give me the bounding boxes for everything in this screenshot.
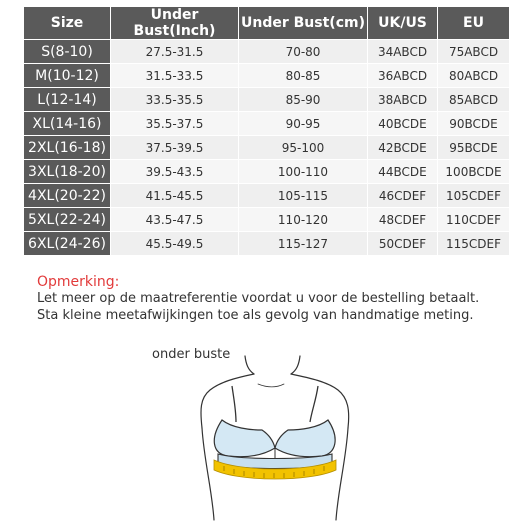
under-bust-cm-cell: 80-85: [239, 64, 368, 88]
under-bust-inch-cell: 43.5-47.5: [111, 208, 239, 232]
diagram-label-under-bust: onder buste: [152, 347, 231, 362]
size-cell: S(8-10): [24, 40, 111, 64]
under-bust-cm-cell: 85-90: [239, 88, 368, 112]
size-cell: 3XL(18-20): [24, 160, 111, 184]
table-row: [24, 88, 510, 112]
note-line-2: Sta kleine meetafwijkingen toe als gevolg van handmatige meting.: [37, 308, 474, 323]
under-bust-inch-cell: 33.5-35.5: [111, 88, 239, 112]
size-cell: 4XL(20-22): [24, 184, 111, 208]
note-line-1: Let meer op de maatreferentie voordat u voor de bestelling betaalt.: [37, 291, 480, 306]
under-bust-inch-cell: 27.5-31.5: [111, 40, 239, 64]
table-row: [24, 64, 510, 88]
size-cell: 2XL(16-18): [24, 136, 111, 160]
table-row: [24, 184, 510, 208]
table-row: [24, 40, 510, 64]
uk-us-cell: 36ABCD: [368, 64, 438, 88]
eu-cell: 95BCDE: [438, 136, 510, 160]
under-bust-cm-cell: 105-115: [239, 184, 368, 208]
size-cell: M(10-12): [24, 64, 111, 88]
note-title: Opmerking:: [37, 274, 120, 290]
under-bust-cm-cell: 90-95: [239, 112, 368, 136]
table-header-row: [24, 7, 510, 40]
table-row: [24, 232, 510, 256]
size-cell: XL(14-16): [24, 112, 111, 136]
under-bust-inch-cell: 31.5-33.5: [111, 64, 239, 88]
header-eu: EU: [438, 7, 510, 40]
eu-cell: 115CDEF: [438, 232, 510, 256]
header-uk-us: UK/US: [368, 7, 438, 40]
bra-measurement-illustration: [150, 350, 370, 525]
uk-us-cell: 48CDEF: [368, 208, 438, 232]
under-bust-cm-cell: 70-80: [239, 40, 368, 64]
header-under-bust-cm: Under Bust(cm): [239, 7, 368, 40]
uk-us-cell: 44BCDE: [368, 160, 438, 184]
header-size: Size: [24, 7, 111, 40]
table-row: [24, 160, 510, 184]
under-bust-inch-cell: 35.5-37.5: [111, 112, 239, 136]
under-bust-inch-cell: 37.5-39.5: [111, 136, 239, 160]
eu-cell: 110CDEF: [438, 208, 510, 232]
header-under-bust-inch: Under Bust(Inch): [111, 7, 239, 40]
eu-cell: 90BCDE: [438, 112, 510, 136]
eu-cell: 85ABCD: [438, 88, 510, 112]
uk-us-cell: 38ABCD: [368, 88, 438, 112]
eu-cell: 105CDEF: [438, 184, 510, 208]
table-row: [24, 208, 510, 232]
under-bust-inch-cell: 41.5-45.5: [111, 184, 239, 208]
table-row: [24, 136, 510, 160]
uk-us-cell: 46CDEF: [368, 184, 438, 208]
under-bust-cm-cell: 110-120: [239, 208, 368, 232]
under-bust-cm-cell: 95-100: [239, 136, 368, 160]
under-bust-cm-cell: 100-110: [239, 160, 368, 184]
size-cell: 5XL(22-24): [24, 208, 111, 232]
uk-us-cell: 40BCDE: [368, 112, 438, 136]
size-chart-table: [23, 6, 510, 256]
uk-us-cell: 50CDEF: [368, 232, 438, 256]
under-bust-inch-cell: 39.5-43.5: [111, 160, 239, 184]
table-row: [24, 112, 510, 136]
size-cell: 6XL(24-26): [24, 232, 111, 256]
eu-cell: 75ABCD: [438, 40, 510, 64]
eu-cell: 80ABCD: [438, 64, 510, 88]
under-bust-inch-cell: 45.5-49.5: [111, 232, 239, 256]
eu-cell: 100BCDE: [438, 160, 510, 184]
under-bust-cm-cell: 115-127: [239, 232, 368, 256]
uk-us-cell: 42BCDE: [368, 136, 438, 160]
uk-us-cell: 34ABCD: [368, 40, 438, 64]
size-cell: L(12-14): [24, 88, 111, 112]
